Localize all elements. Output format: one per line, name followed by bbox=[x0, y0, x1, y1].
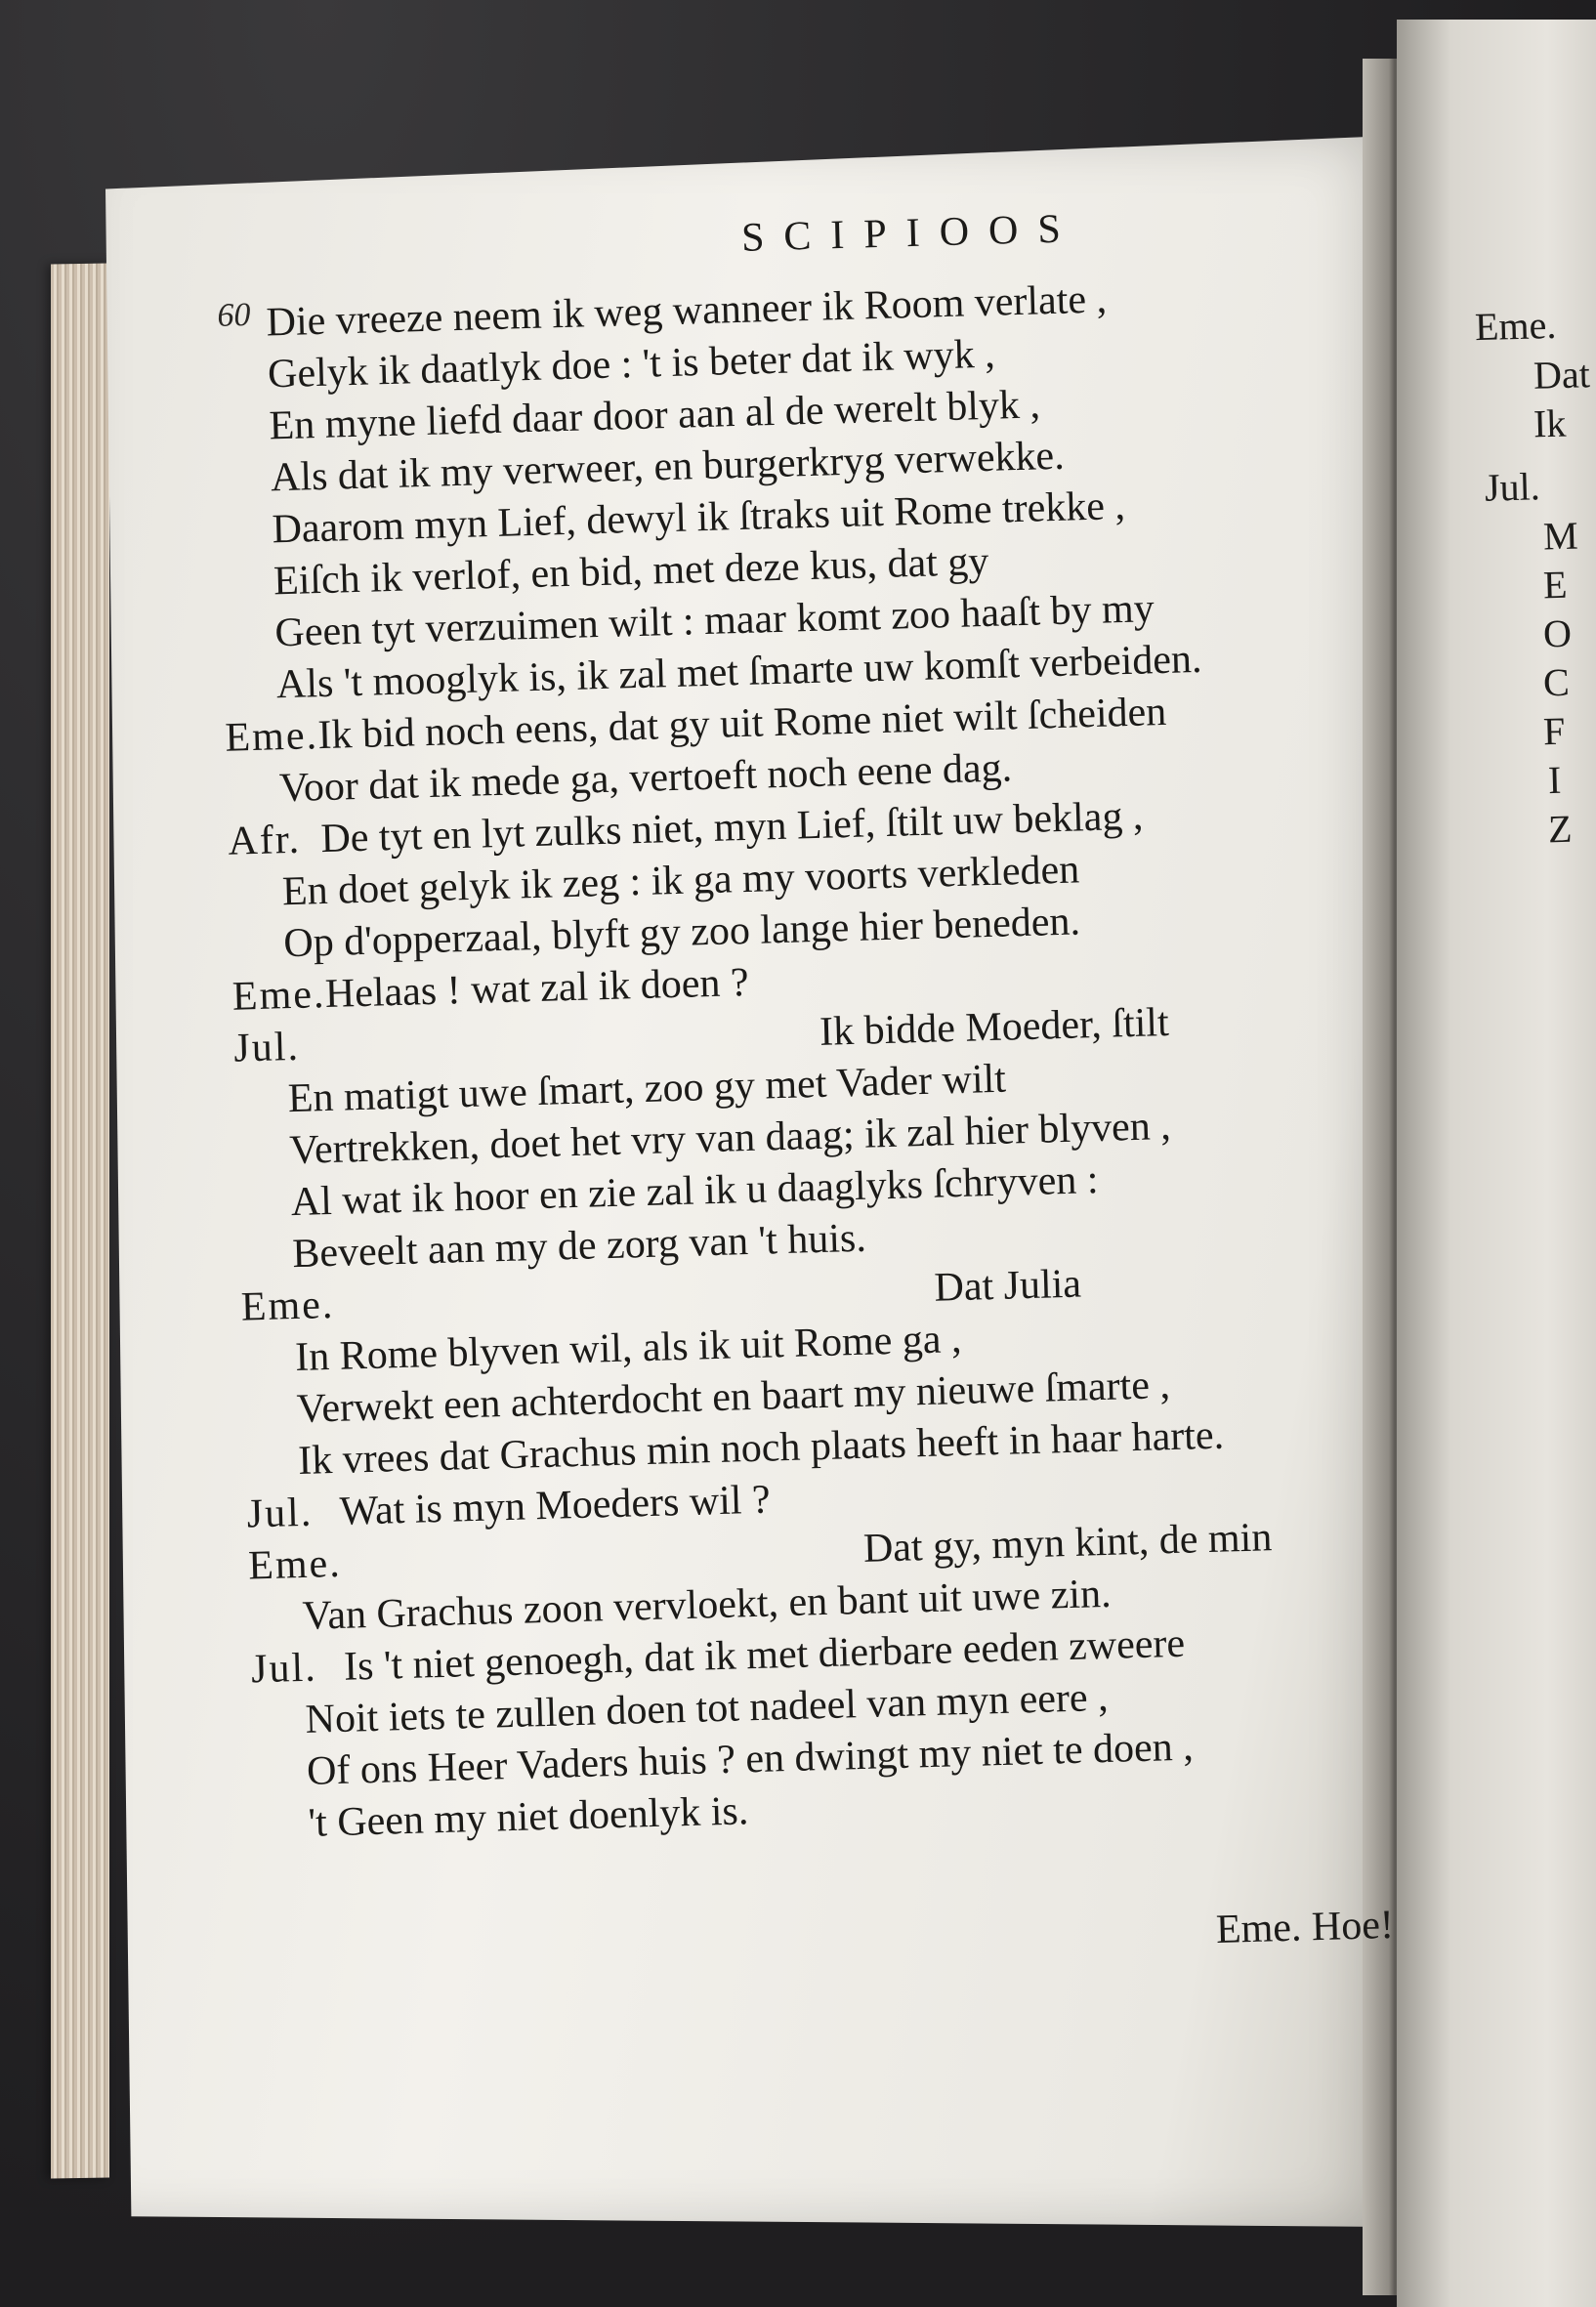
speaker-label: Eme. bbox=[231, 972, 327, 1020]
facing-line: Z bbox=[1547, 806, 1574, 852]
speaker-label: Eme. bbox=[224, 713, 319, 761]
verse-text: Vertrekken, doet het vry van daag; ik zal hier blyven , bbox=[288, 1103, 1172, 1174]
facing-line: Ik bbox=[1533, 400, 1567, 446]
verse-text: Als dat ik my verweer, en burgerkryg verwekke. bbox=[270, 433, 1066, 501]
verse-text: Ik bid noch eens, dat gy uit Rome niet wilt ſcheiden bbox=[316, 689, 1167, 759]
verse-text: En matigt uwe ſmart, zoo gy met Vader wilt bbox=[287, 1056, 1007, 1122]
verse-text: Op d'opperzaal, blyft gy zoo lange hier beneden. bbox=[282, 899, 1081, 967]
verse-text: En doet gelyk ik zeg : ik ga my voorts verkleden bbox=[281, 847, 1080, 915]
speaker-label: Eme. bbox=[240, 1281, 335, 1330]
verse-text: Is 't niet genoegh, dat ik met dierbare eeden zweere bbox=[343, 1620, 1186, 1690]
catchword: Eme. Hoe! bbox=[1215, 1902, 1395, 1952]
facing-line: O bbox=[1542, 610, 1573, 656]
verse-text: Geen tyt verzuimen wilt : maar komt zoo haaſt by my bbox=[273, 586, 1155, 656]
facing-line: Dat bbox=[1533, 352, 1591, 398]
speaker-label: Afr. bbox=[227, 817, 302, 864]
verse-text: Helaas ! wat zal ik doen ? bbox=[324, 959, 750, 1018]
verse-text: Beveelt aan my de zorg van 't huis. bbox=[291, 1215, 867, 1278]
facing-line: Jul. bbox=[1484, 464, 1541, 510]
verse-text: En myne liefd daar door aan al de werelt blyk , bbox=[269, 382, 1041, 449]
facing-line: C bbox=[1542, 659, 1571, 705]
speaker-label: Eme. bbox=[247, 1540, 343, 1589]
verse-text: Die vreeze neem ik weg wanneer ik Room verlate , bbox=[266, 276, 1108, 346]
facing-line: I bbox=[1547, 757, 1562, 803]
verse-text: Gelyk ik daatlyk doe : 't is beter dat ik wyk , bbox=[267, 331, 996, 398]
verse-text: Of ons Heer Vaders huis ? en dwingt my niet te doen , bbox=[306, 1724, 1195, 1794]
verse-text: 't Geen my niet doenlyk is. bbox=[307, 1788, 749, 1846]
verse-text: Daarom myn Lief, dewyl ik ſtraks uit Rome trekke , bbox=[271, 482, 1126, 553]
verse-text: Al wat ik hoor en zie zal ik u daaglyks ſchryven : bbox=[290, 1157, 1100, 1226]
verse-text: Als 't mooglyk is, ik zal met ſmarte uw komſt verbeiden. bbox=[275, 636, 1203, 708]
verse-text: Van Grachus zoon vervloekt, en bant uit uwe zin. bbox=[302, 1571, 1113, 1639]
verse-text: Voor dat ik mede ga, vertoeft noch eene dag. bbox=[278, 745, 1013, 812]
verse-text: Noit iets te zullen doen tot nadeel van myn eere , bbox=[305, 1674, 1110, 1742]
facing-line: F bbox=[1542, 708, 1566, 754]
facing-line: M bbox=[1542, 513, 1579, 559]
speaker-label: Jul. bbox=[232, 1024, 301, 1071]
facing-page bbox=[1397, 20, 1596, 2307]
facing-line: E bbox=[1542, 562, 1569, 608]
verse-text: Ik vrees dat Grachus min noch plaats heeft in haar harte. bbox=[297, 1412, 1225, 1484]
verse-text: Dat Julia bbox=[933, 1261, 1082, 1311]
speech-line bbox=[232, 999, 1170, 1075]
speech-line bbox=[240, 1261, 1082, 1334]
speech-line bbox=[247, 1515, 1273, 1593]
speaker-label: Jul. bbox=[250, 1645, 318, 1693]
page-edges bbox=[51, 263, 109, 2178]
verse-text: Eiſch ik verlof, en bid, met deze kus, dat gy bbox=[273, 538, 989, 605]
verse-text: Wat is myn Moeders wil ? bbox=[339, 1477, 772, 1534]
page-number: 60 bbox=[216, 296, 251, 334]
verse-text: De tyt en lyt zulks niet, myn Lief, ſtilt uw beklag , bbox=[319, 793, 1144, 862]
running-head: SCIPIOOS bbox=[740, 206, 1081, 261]
verse-text: In Rome blyven wil, als ik uit Rome ga , bbox=[294, 1316, 963, 1381]
verse-text: Dat gy, myn kint, de min bbox=[862, 1515, 1273, 1572]
facing-line: Eme. bbox=[1474, 302, 1557, 350]
verse-text: Ik bidde Moeder, ſtilt bbox=[819, 999, 1170, 1055]
verse-text: Verwekt een achterdocht en baart my nieuwe ſmarte , bbox=[296, 1363, 1171, 1433]
speaker-label: Jul. bbox=[246, 1489, 314, 1537]
